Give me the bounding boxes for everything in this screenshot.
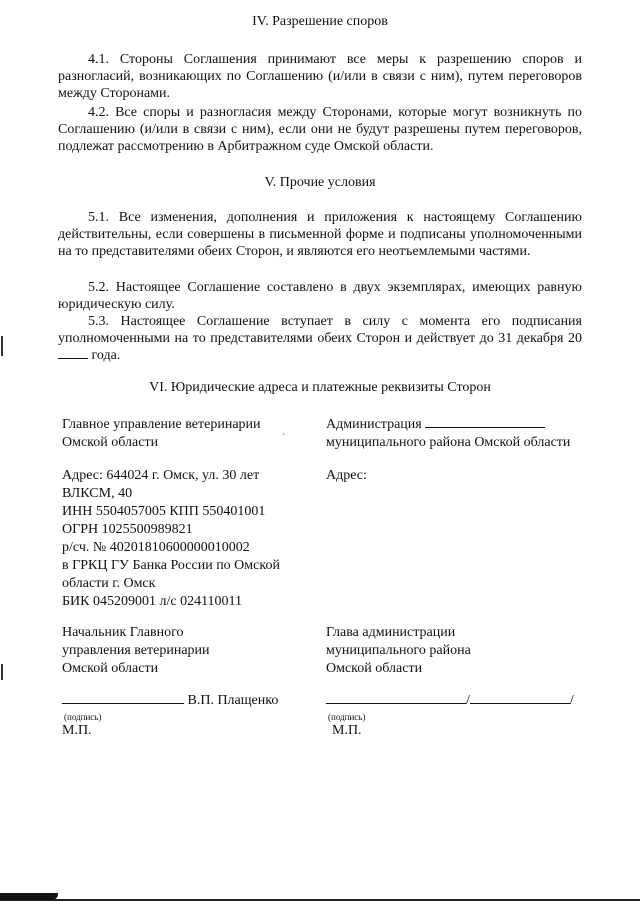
paragraph-5-1: 5.1. Все изменения, дополнения и приложения к настоящему Соглашению действительны, если совершены в письменной форме и подписаны уполномоченными на то представителями обеих Сторон, и являются его неотъемлемыми частями. <box>58 210 582 259</box>
right-party-address: Адрес: <box>326 468 367 483</box>
scan-edge-mark <box>1 664 3 680</box>
left-sign-caption: (подпись) <box>64 712 102 722</box>
right-signature-line: / / <box>326 692 574 710</box>
left-party-requisites: Адрес: 644024 г. Омск, ул. 30 лет ВЛКСМ, 40 ИНН 5504057005 КПП 550401001 ОГРН 1025500989821 р/сч. № 40201810600000010002 в ГРКЦ ГУ Банка России по Омской области г. Омск БИК 045209001 л/с 024110011 <box>62 468 280 609</box>
right-sign-caption: (подпись) <box>328 712 366 722</box>
left-party-name: Главное управление ветеринарии Омской области <box>62 417 261 450</box>
paragraph-4-2: 4.2. Все споры и разногласия между Сторонами, которые могут возникнуть по Соглашению (и/или в связи с ним), если они не будут разрешены путем переговоров, подлежат рассмотрению в Арбитражном суде Омской области. <box>58 105 582 154</box>
left-seal-mark: М.П. <box>62 723 92 738</box>
paragraph-4-1: 4.1. Стороны Соглашения принимают все меры к разрешению споров и разногласий, возникающих по Соглашению (и/или в связи с ним), путем переговоров между Сторонами. <box>58 52 582 101</box>
scan-edge-mark <box>1 336 3 356</box>
left-signer-name: В.П. Плащенко <box>187 693 279 708</box>
section-6-title: VI. Юридические адреса и платежные реквизиты Сторон <box>149 380 491 395</box>
right-party-name: Администрация муниципального района Омской области <box>326 417 571 450</box>
year-blank <box>58 358 88 359</box>
left-party-head: Начальник Главного управления ветеринарии Омской области <box>62 625 210 676</box>
scan-bottom-edge <box>0 893 640 905</box>
section-5-title: V. Прочие условия <box>264 175 376 190</box>
right-seal-mark: М.П. <box>332 723 362 738</box>
right-party-head: Глава администрации муниципального района Омской области <box>326 625 471 676</box>
section-4-title: IV. Разрешение споров <box>252 14 388 29</box>
left-signature-line <box>62 692 278 710</box>
scan-speck: ` <box>282 433 286 444</box>
paragraph-5-2: 5.2. Настоящее Соглашение составлено в двух экземплярах, имеющих равную юридическую силу. <box>58 280 582 312</box>
paragraph-5-3: 5.3. Настоящее Соглашение вступает в силу с момента его подписания уполномоченными на то представителями обеих Сторон и действует до 31 декабря 20 года. <box>58 314 582 363</box>
